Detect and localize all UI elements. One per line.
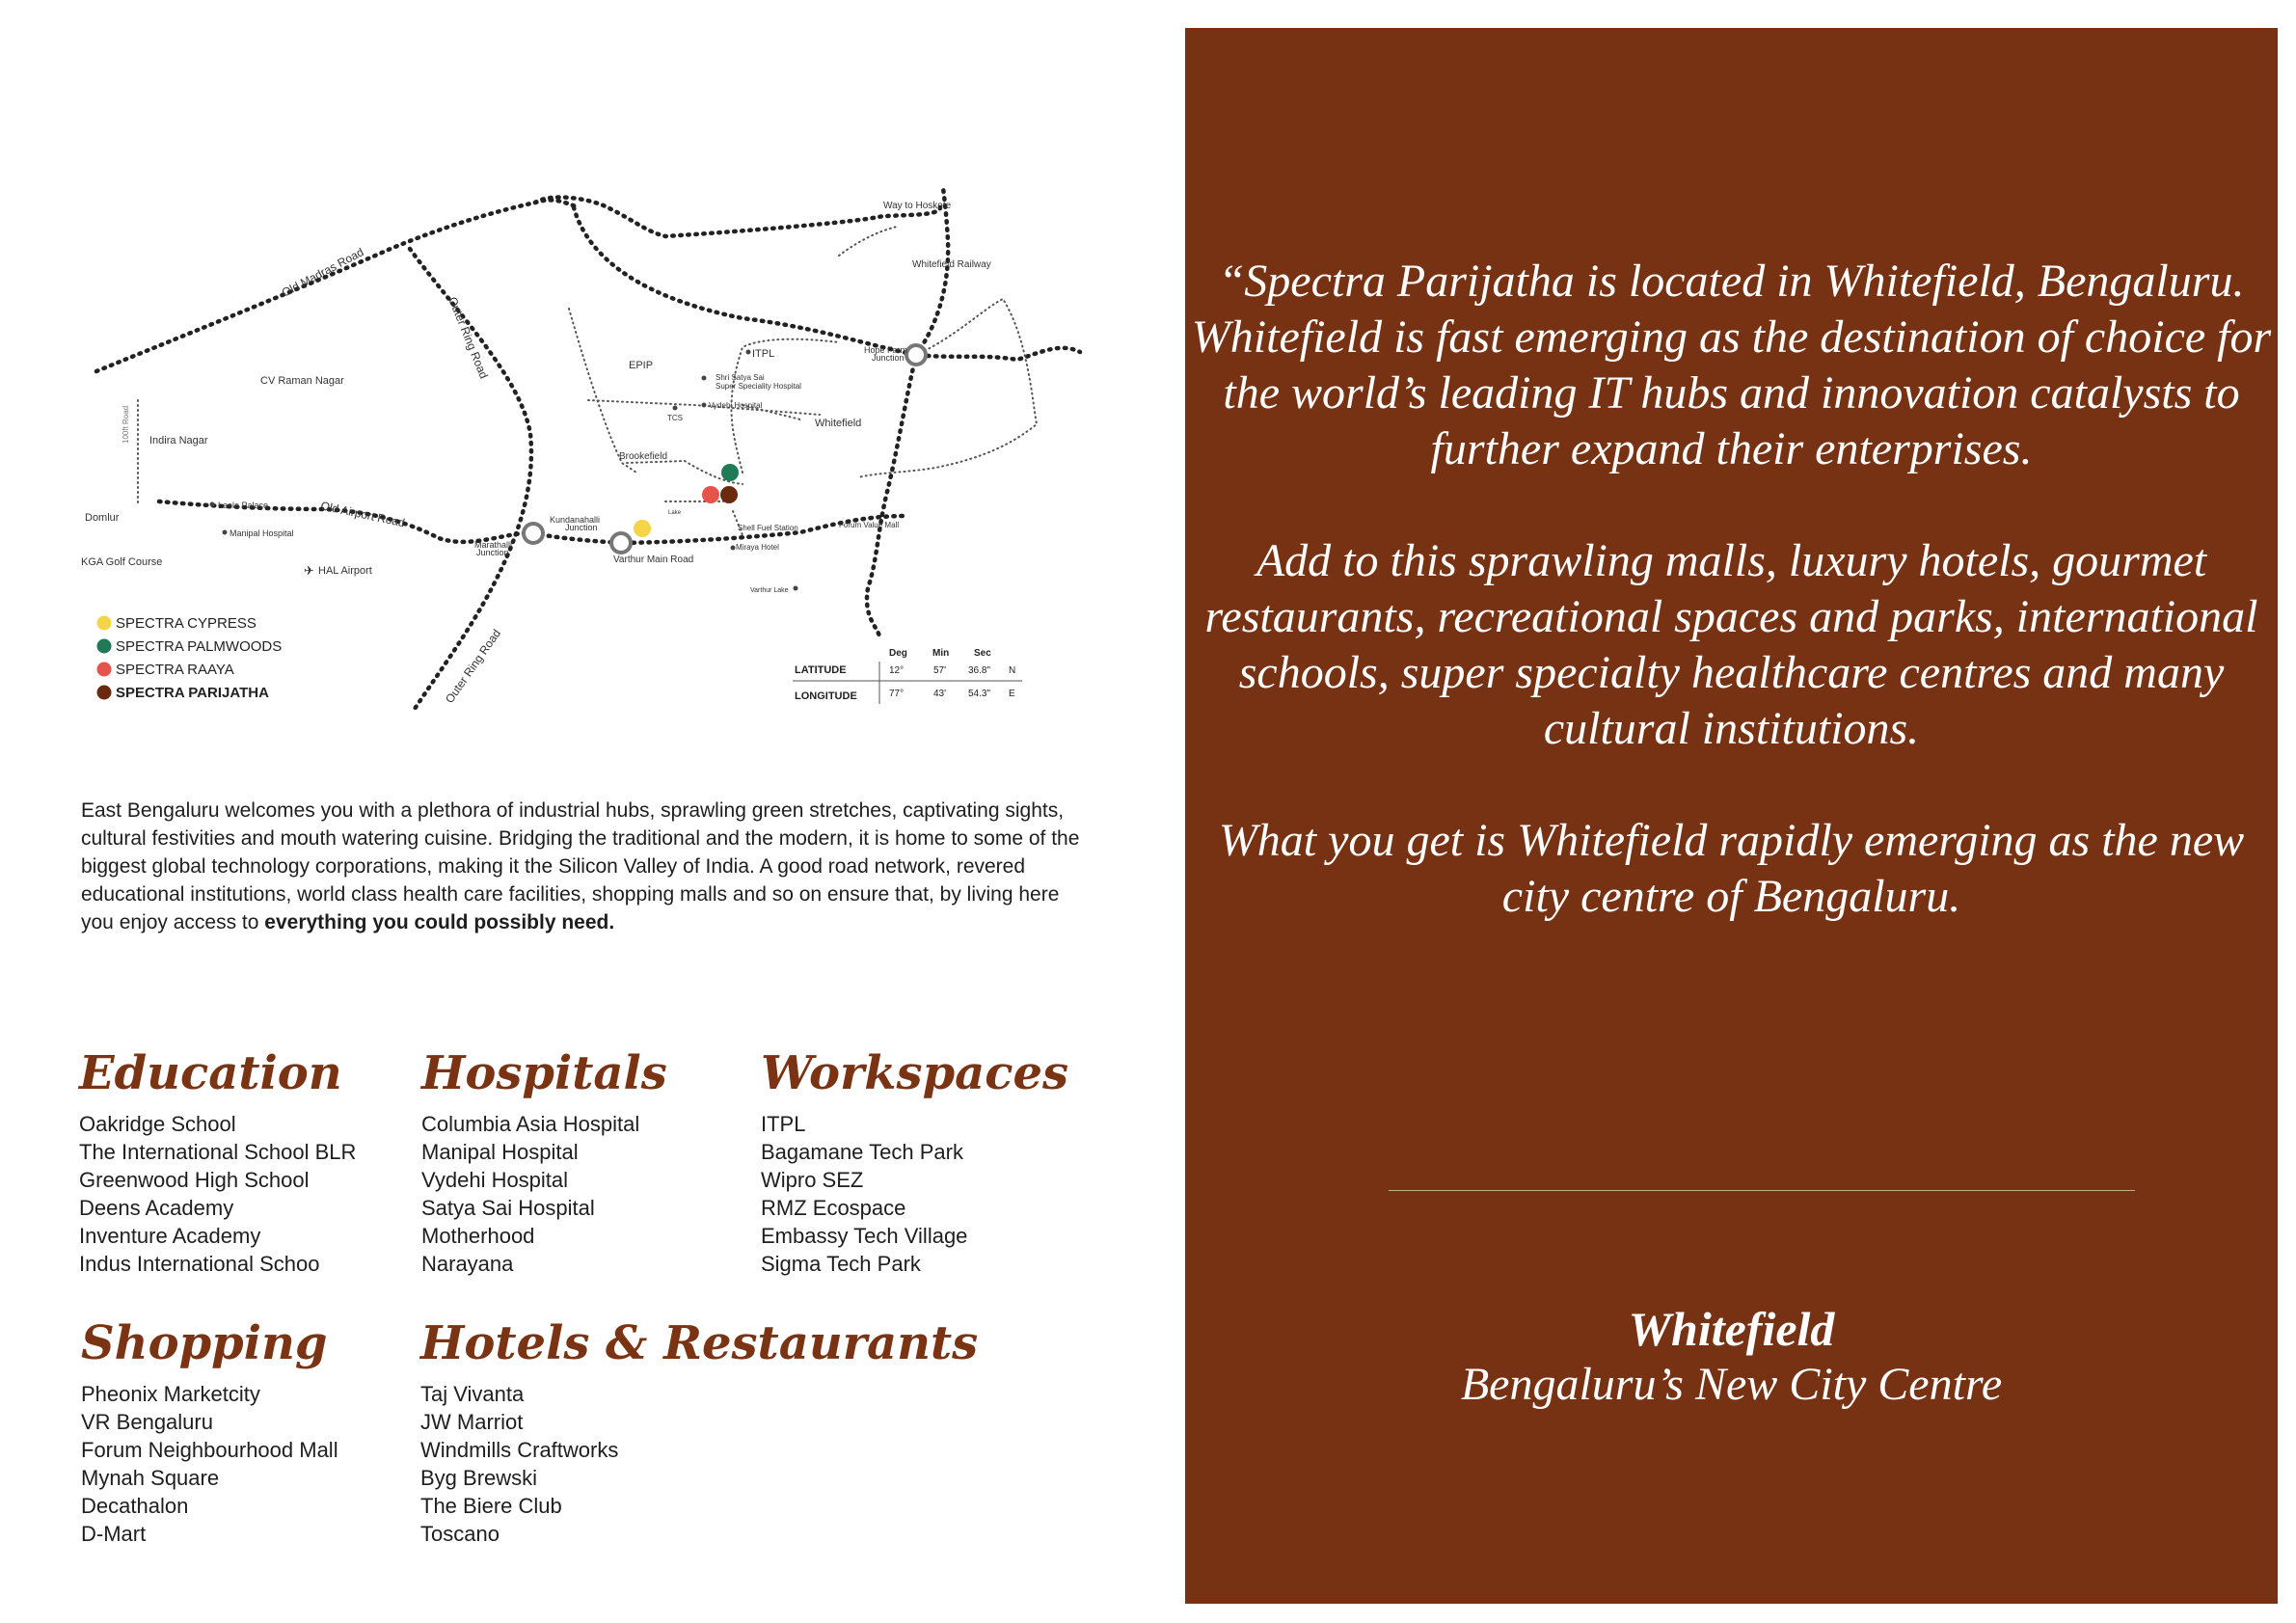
category-shopping <box>81 1314 338 1548</box>
category-title-workspaces: Workspaces <box>761 1046 1069 1100</box>
legend-label-palmwoods: SPECTRA PALMWOODS <box>116 638 283 655</box>
label-outer-ring-top: Outer Ring Road <box>446 294 491 381</box>
poi-dot-itpl <box>746 350 751 355</box>
coord-lat-dir: N <box>1009 665 1016 676</box>
list-item: Greenwood High School <box>79 1168 310 1192</box>
list-item: Narayana <box>421 1252 514 1276</box>
label-shell: Shell Fuel Station <box>738 524 798 532</box>
label-kund2: Junction <box>565 523 598 532</box>
list-item: Bagamane Tech Park <box>761 1140 963 1164</box>
coord-header-min: Min <box>932 648 950 659</box>
label-mar1: Marathalli <box>474 540 513 550</box>
poi-dot-lake <box>794 586 798 591</box>
intro-bold: everything you could possibly need. <box>264 911 615 933</box>
list-item: The International School BLR <box>79 1140 357 1164</box>
list-item: Byg Brewski <box>420 1466 538 1490</box>
category-title-education: Education <box>79 1046 342 1100</box>
label-vydehi: Vydehi Hospital <box>709 401 763 410</box>
category-title-shopping: Shopping <box>81 1316 328 1370</box>
list-item: Forum Neighbourhood Mall <box>81 1438 338 1462</box>
junction-marathalli <box>524 524 543 543</box>
label-lake-small: Lake <box>668 510 682 516</box>
label-satya2: Super Speciality Hospital <box>716 382 801 391</box>
poi-dot-leela <box>210 502 215 507</box>
coord-lon-label: LONGITUDE <box>795 690 857 702</box>
coord-lat-min: 57' <box>933 665 947 676</box>
list-item: Vydehi Hospital <box>421 1168 569 1192</box>
list-item: Pheonix Marketcity <box>81 1382 260 1406</box>
label-varthur-road: Varthur Main Road <box>613 555 694 565</box>
list-item: The Biere Club <box>420 1494 562 1518</box>
list-item: D-Mart <box>81 1522 147 1546</box>
category-education <box>79 1044 356 1278</box>
label-forum: Forum Value Mall <box>839 521 900 529</box>
label-brookefield: Brookefield <box>619 451 668 462</box>
list-item: Mynah Square <box>81 1466 220 1490</box>
list-item: Inventure Academy <box>79 1224 261 1248</box>
quote-paragraph-1: “Spectra Parijatha is located in Whitefield, Bengaluru. Whitefield is fast emerging as the destination of choice for the world’s leading IT hubs and innovation catalysts to further expand their enterprises. <box>1191 256 2272 474</box>
coord-header-sec: Sec <box>974 648 991 659</box>
label-itpl: ITPL <box>752 348 775 360</box>
category-workspaces <box>761 1044 1068 1278</box>
category-title-hotels: Hotels & Restaurants <box>420 1316 979 1370</box>
label-indira: Indira Nagar <box>149 435 208 446</box>
quote-block <box>1185 254 2278 981</box>
label-whitefield: Whitefield <box>815 418 862 429</box>
list-item: JW Marriot <box>420 1410 524 1434</box>
list-item: Windmills Craftworks <box>420 1438 619 1462</box>
coord-lon-min: 43' <box>933 689 947 699</box>
legend-dot-parijatha <box>97 686 112 700</box>
label-hal-road: 100ft Road <box>122 405 130 444</box>
list-item: ITPL <box>761 1112 806 1136</box>
label-way-hoskote: Way to Hoskote <box>883 201 952 211</box>
coord-lat-deg: 12° <box>889 665 905 676</box>
location-map <box>68 183 1090 733</box>
label-manipal: Manipal Hospital <box>230 528 294 538</box>
signature-title: Whitefield <box>1628 1302 1835 1356</box>
divider <box>1389 1190 2135 1191</box>
label-cv-raman: CV Raman Nagar <box>260 375 344 387</box>
junction-hope-farm <box>906 345 926 365</box>
coord-lat-sec: 36.8" <box>968 665 991 676</box>
label-outer-ring-bottom: Outer Ring Road <box>442 626 504 706</box>
airplane-icon: ✈ <box>304 563 314 578</box>
street-epip-west <box>569 309 636 473</box>
category-hospitals <box>421 1044 667 1278</box>
poi-dot-vydehi <box>702 403 707 408</box>
marker-spectra-palmwoods <box>721 464 739 481</box>
list-item: Wipro SEZ <box>761 1168 864 1192</box>
list-item: Indus International Schoo <box>79 1252 320 1276</box>
category-hotels <box>420 1314 978 1548</box>
street-railway-loop <box>858 299 1037 477</box>
label-miraya: Miraya Hotel <box>736 543 779 552</box>
coord-header-deg: Deg <box>889 648 907 659</box>
quote-paragraph-2: Add to this sprawling malls, luxury hotels, gourmet restaurants, recreational spaces and parks, international schools, super specialty healthcare centres and many cultural institutions. <box>1204 535 2258 754</box>
signature <box>1185 1301 2278 1413</box>
coord-lon-deg: 77° <box>889 689 905 699</box>
list-item: Toscano <box>420 1522 500 1546</box>
coordinates-table <box>793 648 1022 704</box>
label-tcs: TCS <box>667 414 683 422</box>
coord-lat-label: LATITUDE <box>795 664 847 676</box>
poi-dot-manipal <box>223 530 228 535</box>
quote-paragraph-3: What you get is Whitefield rapidly emerging as the new city centre of Bengaluru. <box>1218 815 2245 922</box>
road-outer-ring <box>410 249 531 709</box>
signature-subtitle: Bengaluru’s New City Centre <box>1460 1359 2003 1410</box>
label-mar2: Junction <box>476 548 509 557</box>
road-old-madras <box>96 200 579 371</box>
road-north-loop <box>535 198 940 236</box>
list-item: Decathalon <box>81 1494 189 1518</box>
label-satya1: Shri Satya Sai <box>716 373 765 382</box>
list-item: Motherhood <box>421 1224 535 1248</box>
legend-label-cypress: SPECTRA CYPRESS <box>116 615 257 632</box>
list-item: RMZ Ecospace <box>761 1196 906 1220</box>
label-railway: Whitefield Railway <box>912 259 991 270</box>
list-item: Embassy Tech Village <box>761 1224 968 1248</box>
poi-dot-tcs <box>673 406 678 411</box>
quote-panel <box>1185 28 2278 1604</box>
junction-kundanahalli <box>611 533 631 553</box>
label-epip: EPIP <box>629 360 654 371</box>
intro-paragraph <box>81 797 1084 936</box>
coord-lon-sec: 54.3" <box>968 689 991 699</box>
list-item: Satya Sai Hospital <box>421 1196 595 1220</box>
legend-dot-palmwoods <box>97 639 112 654</box>
label-domlur: Domlur <box>85 512 120 524</box>
street-hope-farm <box>839 227 897 256</box>
label-hope1: Hope Farm <box>864 345 908 355</box>
road-whitefield-south <box>867 355 916 636</box>
label-hope2: Junction <box>872 353 905 363</box>
label-lake: Varthur Lake <box>750 587 789 594</box>
legend-dot-raaya <box>97 663 112 677</box>
marker-spectra-cypress <box>634 520 651 537</box>
label-old-madras: Old Madras Road <box>279 245 366 300</box>
list-item: Taj Vivanta <box>420 1382 525 1406</box>
label-kga: KGA Golf Course <box>81 556 163 568</box>
poi-dot-satya <box>702 376 707 381</box>
label-hal: HAL Airport <box>318 565 372 577</box>
list-item: Deens Academy <box>79 1196 234 1220</box>
intro-text: East Bengaluru welcomes you with a plethora of industrial hubs, sprawling green stretches, captivating sights, cultural festivities and mouth watering cuisine. Bridging the traditional and the modern, it is home to some of the biggest global technology corporations, making it the Silicon Valley of India. A good road network, revered educational institutions, world class health care facilities, shopping malls and so on ensure that, by living here you enjoy access to <box>81 799 1080 933</box>
marker-spectra-raaya <box>702 486 719 503</box>
legend-label-raaya: SPECTRA RAAYA <box>116 662 234 678</box>
legend-dot-cypress <box>97 616 112 631</box>
label-old-airport: Old Airport Road <box>319 499 407 530</box>
list-item: Manipal Hospital <box>421 1140 579 1164</box>
list-item: Oakridge School <box>79 1112 236 1136</box>
category-title-hospitals: Hospitals <box>421 1046 667 1100</box>
poi-dot-miraya <box>731 546 736 551</box>
list-item: Columbia Asia Hospital <box>421 1112 640 1136</box>
label-leela: Leela Palace <box>218 500 269 510</box>
legend-label-parijatha: SPECTRA PARIJATHA <box>116 685 269 701</box>
list-item: Sigma Tech Park <box>761 1252 921 1276</box>
marker-spectra-parijatha <box>720 486 738 503</box>
label-kund1: Kundanahalli <box>550 515 601 525</box>
coord-lon-dir: E <box>1009 689 1015 699</box>
map-legend <box>97 615 283 701</box>
list-item: VR Bengaluru <box>81 1410 213 1434</box>
